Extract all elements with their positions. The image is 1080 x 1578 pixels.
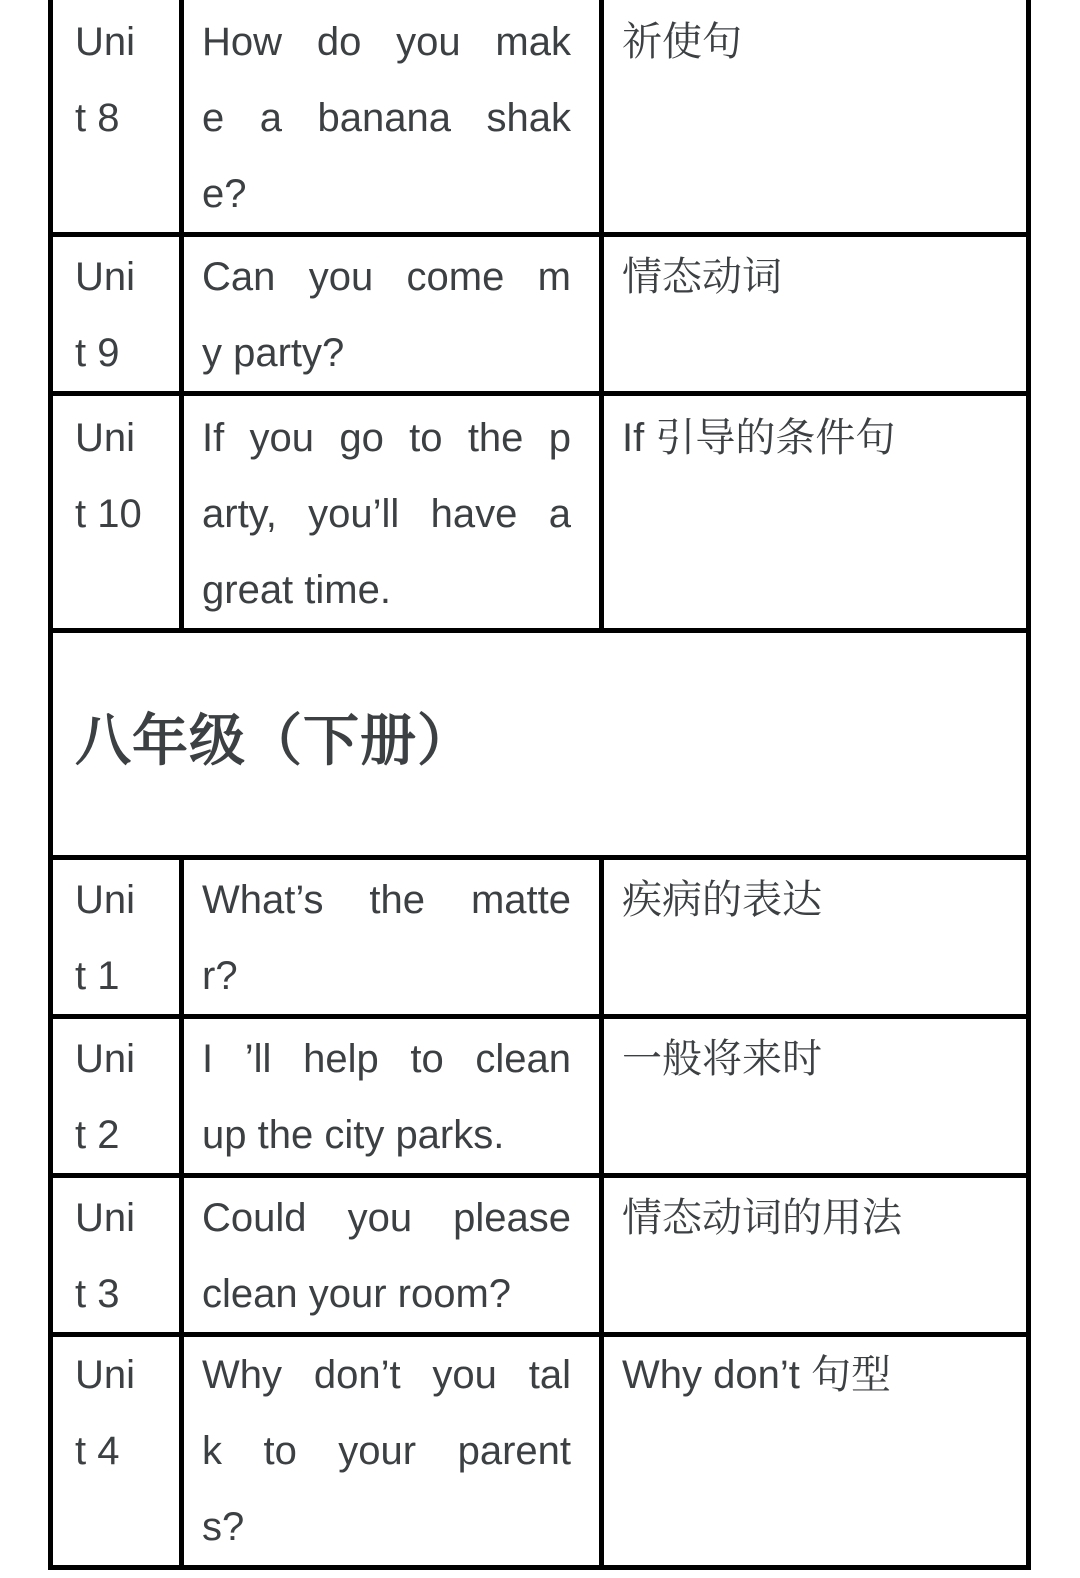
sentence-cell [184, 237, 604, 391]
unit-cell [53, 237, 184, 391]
text-line: k to your parent [202, 1429, 571, 1473]
text-line: 情态动词 [622, 255, 782, 299]
text-line: s? [202, 1505, 245, 1549]
text-line: Uni [75, 1196, 136, 1240]
table-row [53, 396, 1026, 633]
text-line: Why don’t you tal [202, 1353, 571, 1397]
text-line: e a banana shak [202, 96, 571, 140]
text-line: Uni [75, 1353, 136, 1397]
table-row [53, 237, 1026, 396]
text-line: y party? [202, 331, 345, 375]
grammar-cell [604, 1337, 1026, 1565]
text-line: e? [202, 172, 247, 216]
units-table [48, 0, 1031, 1570]
text-line: Uni [75, 1037, 136, 1081]
text-line: Uni [75, 878, 136, 922]
unit-cell [53, 396, 184, 628]
text-line: How do you mak [202, 20, 571, 64]
text-line: Can you come m [202, 255, 571, 299]
unit-cell [53, 1178, 184, 1332]
text-line: r? [202, 954, 238, 998]
text-line: 疾病的表达 [622, 878, 822, 922]
text-line: If 引导的条件句 [622, 416, 896, 460]
table-row [53, 1178, 1026, 1337]
text-line: Uni [75, 255, 136, 299]
table-row [53, 1337, 1026, 1570]
unit-cell [53, 860, 184, 1014]
text-line: Uni [75, 20, 136, 64]
text-line: t 10 [75, 492, 142, 536]
text-line: If you go to the p [202, 416, 571, 460]
sentence-cell [184, 1019, 604, 1173]
sentence-cell [184, 1337, 604, 1565]
section-row [53, 633, 1026, 860]
text-line: 一般将来时 [622, 1037, 822, 1081]
text-line: great time. [202, 568, 391, 612]
sentence-cell [184, 860, 604, 1014]
text-line: t 2 [75, 1113, 120, 1157]
section-title: 八年级（下册） [75, 709, 474, 772]
text-line: t 9 [75, 331, 120, 375]
text-line: t 8 [75, 96, 120, 140]
table-row [53, 0, 1026, 237]
text-line: up the city parks. [202, 1113, 505, 1157]
text-line: t 1 [75, 954, 120, 998]
text-line: Could you please [202, 1196, 571, 1240]
grammar-cell [604, 0, 1026, 232]
unit-cell [53, 0, 184, 232]
grammar-cell [604, 237, 1026, 391]
grammar-cell [604, 1019, 1026, 1173]
sentence-cell [184, 0, 604, 232]
unit-cell [53, 1019, 184, 1173]
text-line: arty, you’ll have a [202, 492, 571, 536]
text-line: clean your room? [202, 1272, 512, 1316]
sentence-cell [184, 396, 604, 628]
grammar-cell [604, 1178, 1026, 1332]
table-row [53, 860, 1026, 1019]
text-line: 情态动词的用法 [622, 1196, 902, 1240]
unit-cell [53, 1337, 184, 1565]
text-line: I ’ll help to clean [202, 1037, 571, 1081]
table-row [53, 1019, 1026, 1178]
text-line: t 3 [75, 1272, 120, 1316]
text-line: 祈使句 [622, 20, 742, 64]
text-line: t 4 [75, 1429, 120, 1473]
sentence-cell [184, 1178, 604, 1332]
text-line: What’s the matte [202, 878, 571, 922]
grammar-cell [604, 396, 1026, 628]
text-line: Why don’t 句型 [622, 1353, 891, 1397]
grammar-cell [604, 860, 1026, 1014]
text-line: Uni [75, 416, 136, 460]
